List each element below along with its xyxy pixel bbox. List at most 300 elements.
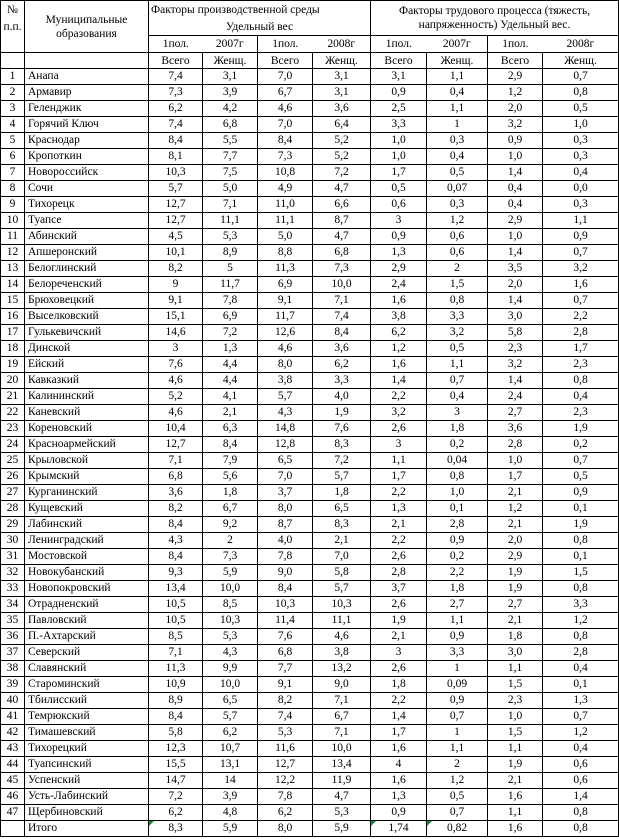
municipality-name: Славянский [25,661,149,677]
value-cell: 11,3 [149,661,203,677]
value-cell: 13,4 [149,581,203,597]
value-cell: 0,7 [427,805,488,821]
value-cell: 3,3 [371,117,427,133]
value-cell: 1 [427,725,488,741]
table-row [1,149,619,165]
value-cell: 11,7 [258,309,313,325]
table-row [1,485,619,501]
value-cell: 2,3 [543,405,619,421]
value-cell: 1,9 [488,757,543,773]
total-value-cell: 0,8 [543,821,619,837]
municipality-name: Ленинградский [25,533,149,549]
value-cell: 2,9 [371,261,427,277]
value-cell: 0,4 [427,85,488,101]
value-cell: 1,2 [543,725,619,741]
value-cell: 5,6 [203,469,258,485]
row-number: 21 [1,389,25,405]
value-cell: 3 [371,645,427,661]
table-row [1,261,619,277]
value-cell: 2,0 [488,533,543,549]
row-number: 17 [1,325,25,341]
value-cell: 10,0 [313,741,371,757]
row-number: 39 [1,677,25,693]
value-cell: 0,9 [488,133,543,149]
value-cell: 0,7 [543,69,619,85]
value-cell: 3,7 [371,581,427,597]
value-cell: 7,6 [149,357,203,373]
value-cell: 5,7 [258,389,313,405]
municipality-name: Геленджик [25,101,149,117]
value-cell: 4,4 [203,357,258,373]
value-cell: 0,8 [543,629,619,645]
value-cell: 5,2 [313,133,371,149]
row-number: 33 [1,581,25,597]
value-cell: 7,4 [313,309,371,325]
table-row [1,629,619,645]
row-number: 20 [1,373,25,389]
value-cell: 0,5 [543,101,619,117]
value-cell: 1,3 [371,245,427,261]
value-cell: 0,8 [543,85,619,101]
municipality-name: Новокубанский [25,565,149,581]
value-cell: 1,1 [488,805,543,821]
value-cell: 2,8 [427,517,488,533]
value-cell: 8,2 [258,693,313,709]
table-row [1,389,619,405]
value-cell: 0,3 [543,149,619,165]
value-cell: 9,9 [203,661,258,677]
value-cell: 7,7 [258,661,313,677]
municipality-name: Курганинский [25,485,149,501]
municipality-name: Успенский [25,773,149,789]
value-cell: 12,7 [149,437,203,453]
value-cell: 8,2 [149,261,203,277]
value-cell: 3,3 [427,645,488,661]
value-cell: 1,1 [427,69,488,85]
table-row [1,597,619,613]
value-cell: 10,0 [203,677,258,693]
value-cell: 6,9 [203,309,258,325]
value-cell: 5 [203,261,258,277]
municipality-name: Анапа [25,69,149,85]
value-cell: 8,2 [149,501,203,517]
value-cell: 7,0 [313,549,371,565]
municipality-name: Староминский [25,677,149,693]
municipality-name: Мостовской [25,549,149,565]
value-cell: 0,5 [543,469,619,485]
value-cell: 5,0 [203,181,258,197]
table-row [1,341,619,357]
municipality-name: Новороссийск [25,165,149,181]
value-cell: 0,6 [427,229,488,245]
header-year-2007-b: 2007г [427,36,488,53]
value-cell: 2,4 [488,389,543,405]
value-cell: 0,2 [427,437,488,453]
value-cell: 0,9 [371,229,427,245]
municipality-name: Тимашевский [25,725,149,741]
table-row [1,421,619,437]
value-cell: 2,5 [371,101,427,117]
value-cell: 2,6 [371,661,427,677]
municipality-name: Тихорецкий [25,741,149,757]
value-cell: 2,2 [427,565,488,581]
value-cell: 7,0 [258,469,313,485]
row-number: 2 [1,85,25,101]
value-cell: 1,1 [427,741,488,757]
municipality-name: Павловский [25,613,149,629]
value-cell: 0,9 [543,229,619,245]
table-row [1,789,619,805]
value-cell: 0,9 [543,485,619,501]
value-cell: 7,1 [313,693,371,709]
value-cell: 2,2 [371,485,427,501]
value-cell: 3,7 [258,485,313,501]
row-number: 6 [1,149,25,165]
municipality-name: Усть-Лабинский [25,789,149,805]
value-cell: 0,0 [543,181,619,197]
value-cell: 12,7 [149,213,203,229]
value-cell: 1,4 [488,165,543,181]
value-cell: 0,5 [427,341,488,357]
value-cell: 2,0 [488,277,543,293]
value-cell: 0,6 [543,757,619,773]
value-cell: 7,1 [203,197,258,213]
value-cell: 0,5 [427,165,488,181]
table-row [1,293,619,309]
total-label: Итого [25,821,149,837]
value-cell: 5,9 [203,565,258,581]
value-cell: 11,1 [203,213,258,229]
value-cell: 4,3 [203,645,258,661]
value-cell: 4,2 [203,101,258,117]
table-row [1,725,619,741]
header-year-2008-a: 2008г [313,36,371,53]
value-cell: 1,4 [488,373,543,389]
value-cell: 0,3 [427,133,488,149]
value-cell: 8,4 [313,325,371,341]
value-cell: 1,9 [371,613,427,629]
value-cell: 12,2 [258,773,313,789]
row-number: 32 [1,565,25,581]
value-cell: 2,4 [371,277,427,293]
value-cell: 0,9 [371,85,427,101]
value-cell: 3,3 [543,597,619,613]
row-number: 11 [1,229,25,245]
value-cell: 7,2 [149,789,203,805]
value-cell: 6,2 [149,805,203,821]
row-number: 16 [1,309,25,325]
value-cell: 3,3 [313,373,371,389]
row-number: 18 [1,341,25,357]
value-cell: 1,7 [371,725,427,741]
municipality-name: Динской [25,341,149,357]
value-cell: 7,2 [203,325,258,341]
row-number: 10 [1,213,25,229]
value-cell: 6,8 [149,469,203,485]
municipality-name: Белореченский [25,277,149,293]
value-cell: 5,8 [313,565,371,581]
total-value-cell: 1,6 [488,821,543,837]
header-period-1: 1пол. [149,36,203,53]
value-cell: 0,1 [543,549,619,565]
value-cell: 6,5 [203,693,258,709]
value-cell: 7,1 [149,453,203,469]
value-cell: 0,8 [427,469,488,485]
municipality-name: Калининский [25,389,149,405]
value-cell: 2,1 [488,485,543,501]
table-body [1,69,619,837]
value-cell: 5,3 [203,629,258,645]
value-cell: 1,0 [488,453,543,469]
total-value-cell: 5,9 [313,821,371,837]
value-cell: 5,7 [203,709,258,725]
value-cell: 5,8 [149,725,203,741]
table-row [1,229,619,245]
value-cell: 6,2 [203,725,258,741]
value-cell: 0,9 [427,533,488,549]
table-row [1,277,619,293]
value-cell: 7,1 [313,293,371,309]
value-cell: 14,8 [258,421,313,437]
row-number: 15 [1,293,25,309]
value-cell: 2,2 [371,389,427,405]
municipality-name: Выселковский [25,309,149,325]
table-row [1,197,619,213]
header-period-2: 1пол. [258,36,313,53]
value-cell: 8,9 [203,245,258,261]
value-cell: 1,9 [543,517,619,533]
value-cell: 8,3 [313,517,371,533]
value-cell: 4,0 [258,533,313,549]
table-row [1,133,619,149]
table-row [1,549,619,565]
header-period-4: 1пол. [488,36,543,53]
row-number: 44 [1,757,25,773]
value-cell: 2,8 [543,325,619,341]
table-row [1,117,619,133]
table-row [1,309,619,325]
value-cell: 3,2 [371,405,427,421]
value-cell: 0,09 [427,677,488,693]
value-cell: 1,7 [543,341,619,357]
table-row [1,213,619,229]
municipality-name: Темрюкский [25,709,149,725]
municipality-name: Туапсе [25,213,149,229]
row-number: 19 [1,357,25,373]
value-cell: 10,3 [203,613,258,629]
total-row [1,821,619,837]
municipality-name: Горячий Ключ [25,117,149,133]
value-cell: 7,8 [258,789,313,805]
value-cell: 0,4 [488,197,543,213]
row-number: 1 [1,69,25,85]
value-cell: 10,9 [149,677,203,693]
value-cell: 5,7 [149,181,203,197]
value-cell: 3,0 [488,309,543,325]
value-cell: 7,9 [203,453,258,469]
value-cell: 1 [427,661,488,677]
value-cell: 8,4 [149,709,203,725]
value-cell: 1,4 [371,373,427,389]
value-cell: 7,6 [313,421,371,437]
value-cell: 11,6 [258,741,313,757]
table-row [1,645,619,661]
row-number: 4 [1,117,25,133]
table-row [1,533,619,549]
value-cell: 1,0 [543,117,619,133]
value-cell: 0,9 [371,805,427,821]
value-cell: 3,5 [488,261,543,277]
municipality-name: Кореновский [25,421,149,437]
value-cell: 3,1 [313,69,371,85]
table-row [1,757,619,773]
value-cell: 1 [427,117,488,133]
value-cell: 1,0 [371,149,427,165]
table-row [1,581,619,597]
value-cell: 6,6 [313,197,371,213]
header-total-3: Всего [371,53,427,69]
value-cell: 3,8 [371,309,427,325]
value-cell: 7,4 [149,117,203,133]
value-cell: 5,2 [313,149,371,165]
row-number: 14 [1,277,25,293]
value-cell: 2,2 [543,309,619,325]
table-row [1,405,619,421]
value-cell: 1,5 [488,725,543,741]
value-cell: 2 [427,261,488,277]
total-value-cell: 0,82 [427,821,488,837]
value-cell: 8,5 [149,629,203,645]
value-cell: 8,8 [258,245,313,261]
value-cell: 6,2 [258,805,313,821]
value-cell: 2,0 [488,101,543,117]
row-number: 36 [1,629,25,645]
value-cell: 7,1 [149,645,203,661]
value-cell: 8,5 [203,597,258,613]
value-cell: 10,5 [149,613,203,629]
value-cell: 9,3 [149,565,203,581]
value-cell: 2,1 [488,773,543,789]
value-cell: 0,6 [543,773,619,789]
row-number: 12 [1,245,25,261]
value-cell: 1,4 [488,293,543,309]
value-cell: 8,0 [258,357,313,373]
value-cell: 4 [371,757,427,773]
value-cell: 0,9 [427,629,488,645]
value-cell: 4,1 [203,389,258,405]
value-cell: 1,0 [488,229,543,245]
value-cell: 1,2 [488,501,543,517]
value-cell: 1,8 [488,629,543,645]
value-cell: 1,2 [543,613,619,629]
value-cell: 2,6 [371,549,427,565]
value-cell: 3,2 [488,357,543,373]
value-cell: 1,5 [488,677,543,693]
value-cell: 7,6 [258,629,313,645]
municipality-name: Краснодар [25,133,149,149]
value-cell: 6,2 [313,357,371,373]
value-cell: 0,8 [543,581,619,597]
municipality-name: Кропоткин [25,149,149,165]
value-cell: 1,6 [371,293,427,309]
municipality-name: Брюховецкий [25,293,149,309]
value-cell: 8,9 [149,693,203,709]
table-row [1,437,619,453]
row-number: 27 [1,485,25,501]
value-cell: 5,7 [313,469,371,485]
municipality-name: Крымский [25,469,149,485]
value-cell: 2 [203,533,258,549]
value-cell: 3 [371,213,427,229]
header-women-3: Женщ. [427,53,488,69]
value-cell: 14 [203,773,258,789]
value-cell: 7,4 [258,709,313,725]
value-cell: 2,9 [488,549,543,565]
municipality-name: Ейский [25,357,149,373]
row-number: 7 [1,165,25,181]
value-cell: 1,1 [543,213,619,229]
value-cell: 4,4 [203,373,258,389]
header-year-2007-a: 2007г [203,36,258,53]
value-cell: 1,5 [427,277,488,293]
value-cell: 4,6 [149,373,203,389]
value-cell: 0,3 [543,197,619,213]
row-number: 31 [1,549,25,565]
value-cell: 7,0 [258,117,313,133]
value-cell: 2 [427,757,488,773]
value-cell: 9,1 [149,293,203,309]
value-cell: 0,7 [427,373,488,389]
value-cell: 5,8 [488,325,543,341]
value-cell: 4,6 [258,341,313,357]
value-cell: 0,07 [427,181,488,197]
value-cell: 1,2 [427,773,488,789]
municipality-name: Кущевский [25,501,149,517]
value-cell: 2,2 [371,533,427,549]
value-cell: 6,4 [313,117,371,133]
value-cell: 3,1 [203,69,258,85]
municipality-name: Абинский [25,229,149,245]
total-blank [1,821,25,837]
table-row [1,661,619,677]
row-number: 29 [1,517,25,533]
value-cell: 0,4 [543,661,619,677]
value-cell: 3 [149,341,203,357]
row-number: 45 [1,773,25,789]
row-number: 34 [1,597,25,613]
value-cell: 6,2 [371,325,427,341]
municipality-name: Новопокровский [25,581,149,597]
value-cell: 0,1 [543,677,619,693]
table-row [1,101,619,117]
value-cell: 1,9 [488,581,543,597]
value-cell: 7,1 [313,725,371,741]
value-cell: 8,3 [313,437,371,453]
value-cell: 1,6 [371,357,427,373]
value-cell: 0,8 [543,805,619,821]
header-no-blank [1,36,25,53]
value-cell: 5,3 [258,725,313,741]
value-cell: 12,7 [149,197,203,213]
value-cell: 10,3 [258,597,313,613]
value-cell: 6,2 [149,101,203,117]
value-cell: 1,1 [371,453,427,469]
table-header [1,1,619,69]
value-cell: 4,8 [203,805,258,821]
total-value-cell: 8,3 [149,821,203,837]
value-cell: 11,9 [313,773,371,789]
municipality-name: П.-Ахтарский [25,629,149,645]
